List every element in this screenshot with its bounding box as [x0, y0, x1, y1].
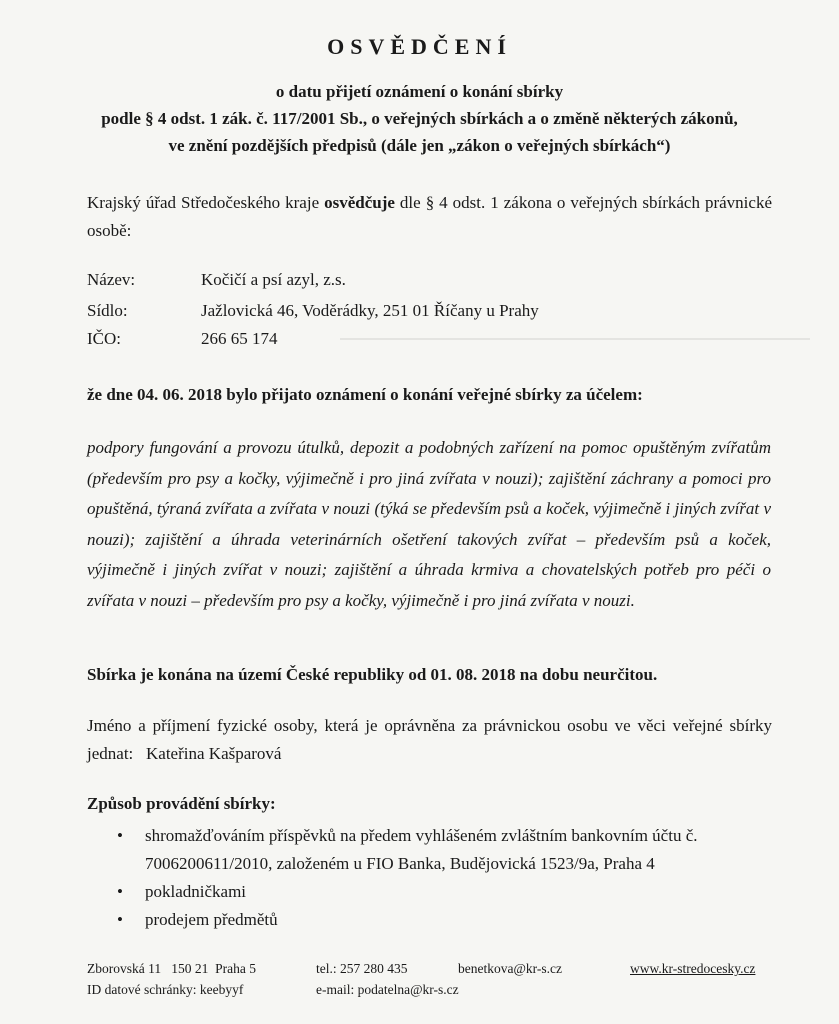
intro-paragraph: [87, 189, 772, 245]
authorized-person-paragraph: [87, 712, 772, 768]
authorized-person-name: Kateřina Kašparová: [146, 744, 282, 763]
authorized-person-text: Jméno a příjmení fyzické osoby, která je oprávněna za právnickou osobu ve věci veřejné sbírky jednat:: [87, 716, 772, 763]
footer-databox: ID datové schránky: keebyyf: [87, 982, 244, 997]
list-item: [87, 906, 767, 934]
bullet-icon: •: [117, 910, 123, 929]
scan-artifact-line: [340, 338, 810, 340]
document-title: OSVĚDČENÍ: [327, 34, 512, 59]
method-item-text: shromažďováním příspěvků na předem vyhlášeném zvláštním bankovním účtu č. 7006200611/2010, založeném u FIO Banka, Budějovická 1523/9a, Praha 4: [145, 826, 698, 873]
footer-contact-block: [316, 958, 459, 1000]
footer-website-link[interactable]: www.kr-stredocesky.cz: [630, 961, 756, 976]
entity-name-row: [87, 268, 346, 292]
footer-contact-email: benetkova@kr-s.cz: [458, 961, 562, 976]
entity-name-value: Kočičí a psí azyl, z.s.: [201, 270, 346, 289]
entity-seat-row: [87, 299, 539, 323]
intro-text-before: Krajský úřad Středočeského kraje: [87, 193, 325, 212]
entity-seat-value: Jažlovická 46, Voděrádky, 251 01 Říčany u Prahy: [201, 301, 539, 320]
received-statement: že dne 04. 06. 2018 bylo přijato oznámení o konání veřejné sbírky za účelem:: [87, 385, 643, 404]
bullet-icon: •: [117, 882, 123, 901]
intro-text-after: dle § 4 odst. 1 zákona o veřejných sbírkách právnické osobě:: [87, 193, 772, 240]
footer-address-block: [87, 958, 256, 1000]
footer-tel: tel.: 257 280 435: [316, 961, 408, 976]
entity-ico-label: IČO:: [87, 329, 121, 348]
footer-email: e-mail: podatelna@kr-s.cz: [316, 982, 459, 997]
purpose-paragraph: podpory fungování a provozu útulků, depozit a podobných zařízení na pomoc opuštěným zvířatům (především pro psy a kočky, výjimečně i pro jiná zvířata v nouzi); zajištění záchrany a pomoci pro opuštěná, týraná zvířata a zvířata v nouzi (týká se především psů a koček, výjimečně i jiných zvířat v nouzi); zajištění a úhrada veterinárních ošetření takových zvířat – především psů a koček, výjimečně i jiných zvířat v nouzi; zajištění a úhrada krmiva a chovatelských potřeb pro péči o zvířata v nouzi – především pro psy a kočky, výjimečně i pro jiná zvířata v nouzi.: [87, 438, 771, 610]
entity-seat-label: Sídlo:: [87, 301, 128, 320]
method-list: [87, 822, 767, 934]
entity-name-label: Název:: [87, 270, 136, 289]
subtitle-line-3: ve znění pozdějších předpisů (dále jen „zákon o veřejných sbírkách“): [168, 136, 671, 155]
bullet-icon: •: [117, 826, 123, 845]
method-item-text: pokladničkami: [145, 882, 247, 901]
method-item-text: prodejem předmětů: [145, 910, 278, 929]
entity-ico-value: 266 65 174: [201, 329, 278, 348]
footer-address: Zborovská 11 150 21 Praha 5: [87, 961, 256, 976]
list-item: [87, 878, 767, 906]
subtitle-line-2: podle § 4 odst. 1 zák. č. 117/2001 Sb., o veřejných sbírkách a o změně některých zákonů,: [101, 109, 738, 128]
entity-ico-row: [87, 327, 278, 351]
method-heading: Způsob provádění sbírky:: [87, 794, 276, 813]
intro-bold-word: osvědčuje: [324, 193, 395, 212]
territory-statement: Sbírka je konána na území České republiky od 01. 08. 2018 na dobu neurčitou.: [87, 665, 658, 684]
list-item: [87, 822, 767, 878]
subtitle-line-1: o datu přijetí oznámení o konání sbírky: [275, 82, 564, 101]
